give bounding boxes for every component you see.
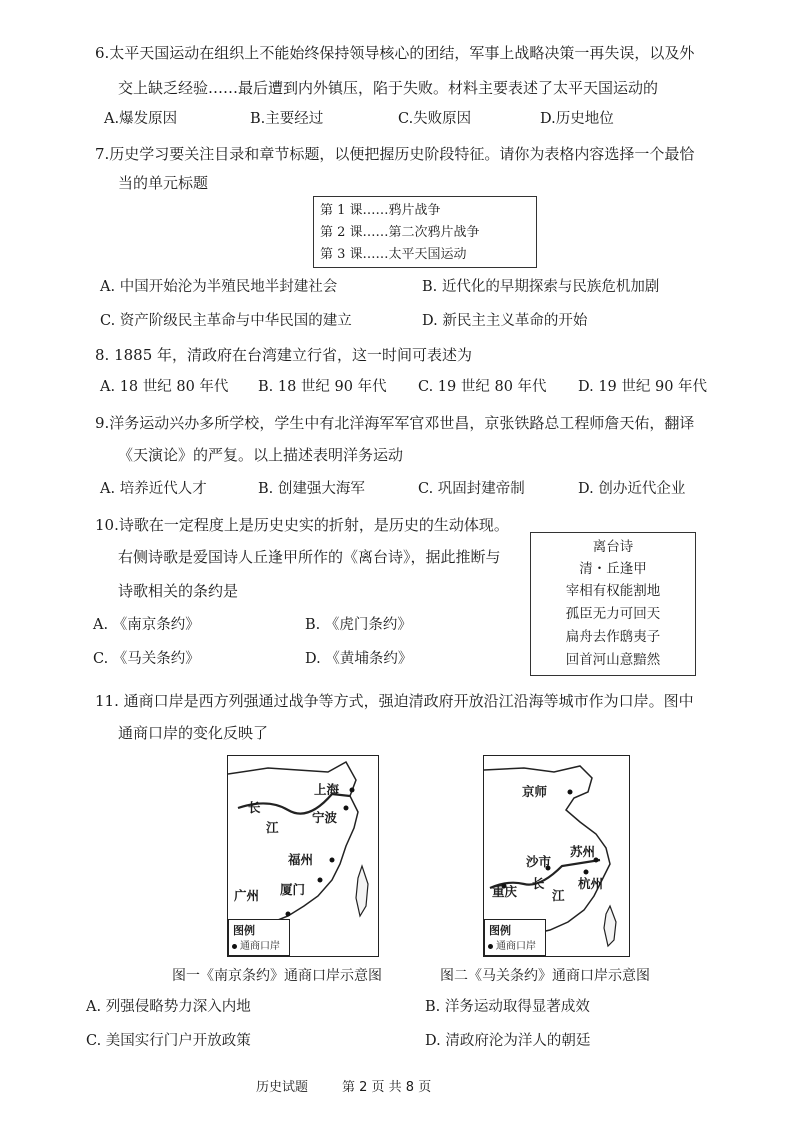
map2-label-jingshi: 京师	[522, 784, 548, 799]
port-dot-icon	[488, 944, 493, 949]
map2-label-chongqing: 重庆	[492, 884, 518, 899]
q9-option-b: B. 创建强大海军	[258, 481, 365, 497]
map1-label-xiamen: 厦门	[280, 882, 306, 897]
footer-page-number: 第 2 页 共 8 页	[342, 1080, 432, 1095]
q6-stem-line1: 6.太平天国运动在组织上不能始终保持领导核心的团结，军事上战略决策一再失误，以及外	[95, 44, 695, 62]
q11-option-b: B. 洋务运动取得显著成效	[425, 999, 590, 1015]
footer-subject: 历史试题	[256, 1080, 309, 1095]
poem-line: 宰相有权能割地	[565, 583, 661, 599]
q10-stem-line1: 10.诗歌在一定程度上是历史史实的折射，是历史的生动体现。	[95, 516, 509, 534]
poem-title: 离台诗	[592, 539, 634, 555]
q11-option-a: A. 列强侵略势力深入内地	[86, 999, 251, 1015]
poem-line: 孤臣无力可回天	[565, 606, 661, 622]
q7-stem-line2: 当的单元标题	[118, 174, 209, 192]
q7-option-c: C. 资产阶级民主革命与中华民国的建立	[100, 313, 352, 329]
q6-option-c: C.失败原因	[398, 111, 472, 127]
map1-legend-item: 通商口岸	[232, 937, 280, 952]
q7-table-row: 第 3 课……太平天国运动	[320, 247, 467, 262]
q8-option-a: A. 18 世纪 80 年代	[100, 379, 229, 395]
q9-option-c: C. 巩固封建帝制	[418, 481, 525, 497]
q11-stem-line1: 11. 通商口岸是西方列强通过战争等方式，强迫清政府开放沿江沿海等城市作为口岸。图中	[95, 692, 694, 710]
q10-option-c: C. 《马关条约》	[93, 651, 200, 667]
q7-table-row: 第 1 课……鸦片战争	[320, 203, 441, 218]
q10-option-d: D. 《黄埔条约》	[305, 651, 413, 667]
q11-option-d: D. 清政府沦为洋人的朝廷	[425, 1033, 591, 1049]
map2-legend	[484, 919, 546, 956]
port-dot-icon	[232, 944, 237, 949]
poem-box	[530, 532, 696, 676]
q8-option-b: B. 18 世纪 90 年代	[258, 379, 387, 395]
map1-label-ningbo: 宁波	[312, 810, 338, 825]
q7-option-a: A. 中国开始沦为半殖民地半封建社会	[100, 279, 338, 295]
map2-label-chang: 长	[532, 876, 545, 891]
q10-stem-line2: 右侧诗歌是爱国诗人丘逢甲所作的《离台诗》，据此推断与	[118, 548, 501, 566]
q7-option-b: B. 近代化的早期探索与民族危机加剧	[422, 279, 660, 295]
map-shimonoseki-treaty	[483, 755, 630, 957]
q7-option-d: D. 新民主主义革命的开始	[422, 313, 588, 329]
q6-option-a: A.爆发原因	[104, 111, 178, 127]
map1-label-shanghai: 上海	[314, 782, 340, 797]
map1-label-chang: 长	[248, 800, 261, 815]
q8-option-d: D. 19 世纪 90 年代	[578, 379, 708, 395]
map1-label-jiang: 江	[266, 820, 279, 835]
q10-stem-line3: 诗歌相关的条约是	[118, 582, 239, 600]
q7-stem-line1: 7.历史学习要关注目录和章节标题，以便把握历史阶段特征。请你为表格内容选择一个最恰	[95, 145, 695, 163]
q9-option-d: D. 创办近代企业	[578, 481, 686, 497]
poem-line: 回首河山意黯然	[565, 652, 661, 668]
poem-author: 清・丘逢甲	[579, 561, 647, 577]
q10-option-b: B. 《虎门条约》	[305, 617, 412, 633]
q6-stem-line2: 交上缺乏经验……最后遭到内外镇压，陷于失败。材料主要表述了太平天国运动的	[118, 79, 659, 97]
q9-option-a: A. 培养近代人才	[100, 481, 207, 497]
q9-stem-line2: 《天演论》的严复。以上描述表明洋务运动	[118, 446, 404, 464]
map1-label-guangzhou: 广州	[234, 888, 260, 903]
q6-option-d: D.历史地位	[540, 111, 614, 127]
map2-label-shashi: 沙市	[526, 854, 552, 869]
q11-stem-line2: 通商口岸的变化反映了	[118, 724, 269, 742]
map1-legend-title: 图例	[233, 924, 255, 937]
q6-option-b: B.主要经过	[250, 111, 324, 127]
poem-line: 扁舟去作鸱夷子	[565, 629, 661, 645]
map1-label-fuzhou: 福州	[288, 852, 314, 867]
map2-legend-title: 图例	[489, 924, 511, 937]
q7-table-row: 第 2 课……第二次鸦片战争	[320, 225, 480, 240]
map1-caption: 图一《南京条约》通商口岸示意图	[172, 968, 382, 984]
q9-stem-line1: 9.洋务运动兴办多所学校，学生中有北洋海军军官邓世昌，京张铁路总工程师詹天佑，翻译	[95, 414, 695, 432]
q11-option-c: C. 美国实行门户开放政策	[86, 1033, 251, 1049]
q10-option-a: A. 《南京条约》	[93, 617, 200, 633]
map2-label-suzhou: 苏州	[570, 844, 596, 859]
map1-legend	[228, 919, 290, 956]
q7-chapter-table	[313, 196, 537, 268]
q8-stem: 8. 1885 年，清政府在台湾建立行省，这一时间可表述为	[95, 346, 473, 364]
map2-label-hangzhou: 杭州	[578, 876, 604, 891]
q8-option-c: C. 19 世纪 80 年代	[418, 379, 547, 395]
map2-caption: 图二《马关条约》通商口岸示意图	[440, 968, 650, 984]
map-nanjing-treaty	[227, 755, 379, 957]
map2-legend-item: 通商口岸	[488, 937, 536, 952]
map2-label-jiang: 江	[552, 888, 565, 903]
